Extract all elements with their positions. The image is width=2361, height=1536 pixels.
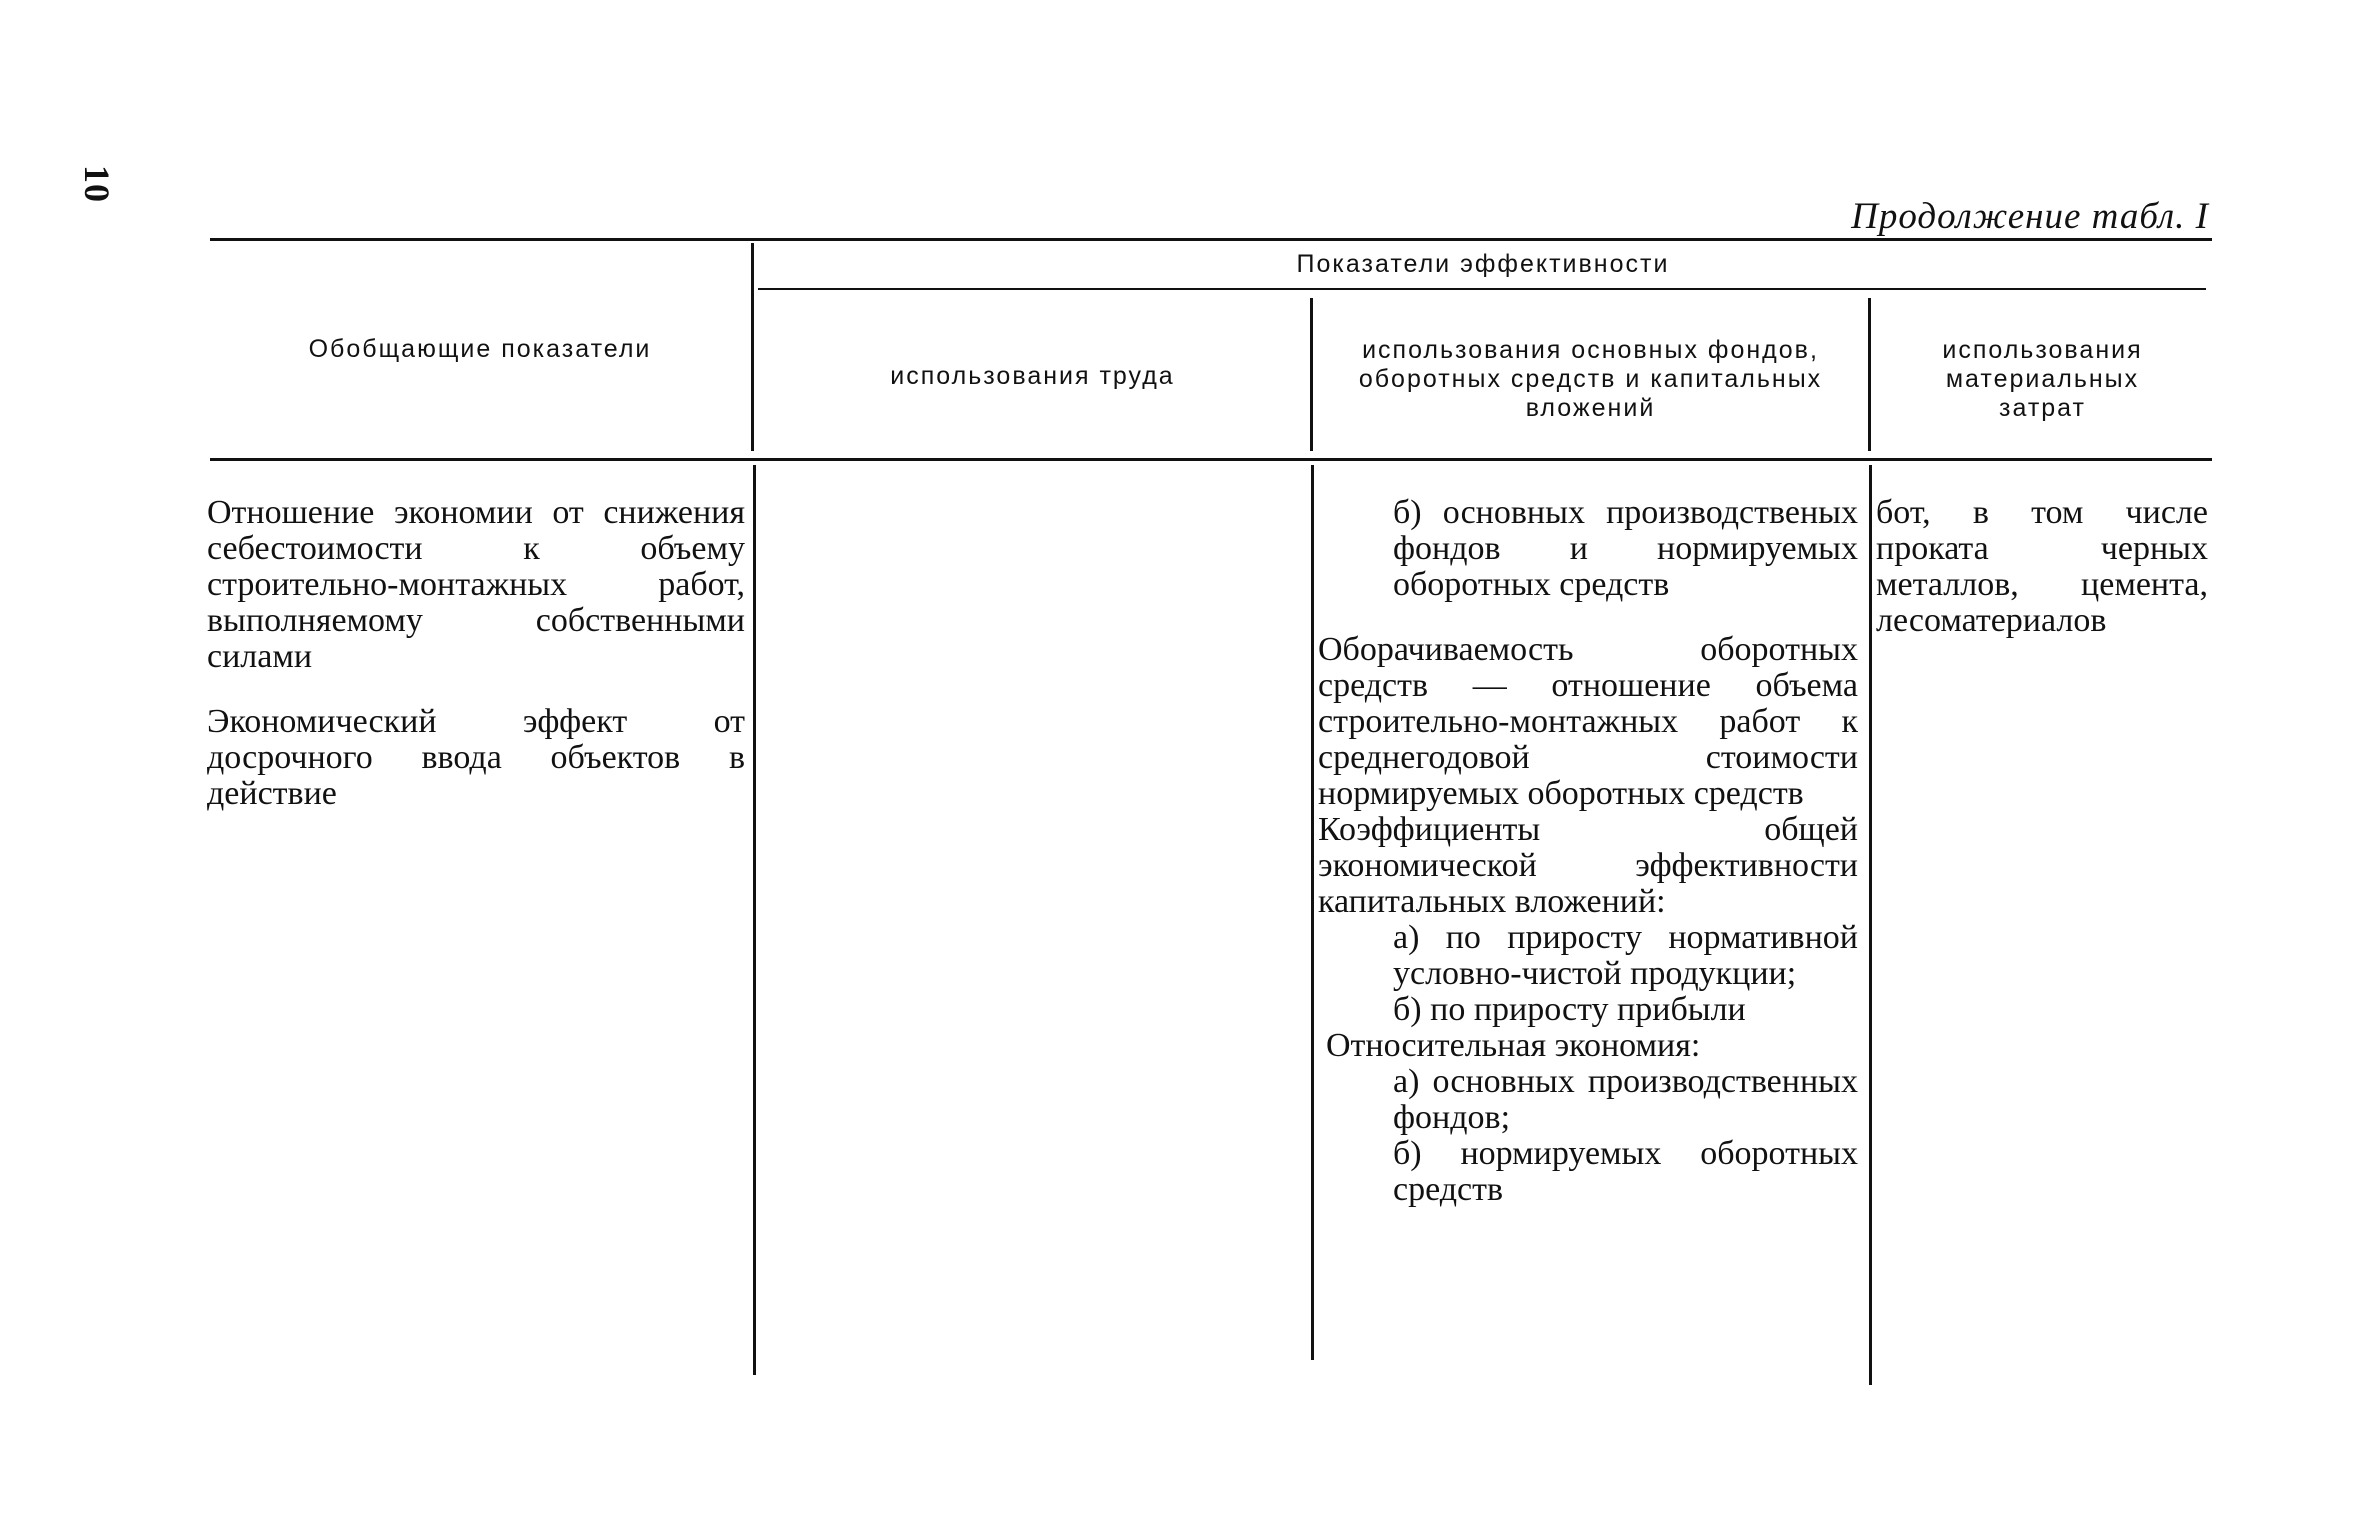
material-costs-cell — [1876, 495, 2208, 668]
fixed-assets-cell — [1318, 495, 1858, 1208]
item-investment-efficiency-coefficients: Коэффициенты общей экономической эффективности капитальных вложений: — [1318, 811, 1858, 920]
table-continuation-caption: Продолжение табл. I — [1851, 196, 2209, 237]
generalizing-indicators-cell — [207, 495, 745, 841]
item-working-capital-turnover: Оборачиваемость оборотных средств — отношение объема строительно-монтажных работ к среднегодовой стоимости нормируемых оборотных средств — [1318, 631, 1858, 812]
indicator-cost-savings-ratio: Отношение экономии от снижения себестоимости к объему строительно-монтажных работ, выполняемому собственными силами — [207, 494, 745, 675]
item-a-fixed-production-assets: а) основных производственных фондов; — [1393, 1063, 1858, 1136]
page-number: 10 — [77, 165, 117, 203]
table-top-rule — [210, 238, 2212, 241]
column-divider-2-body — [1311, 465, 1314, 1360]
item-b-fixed-assets-working-capital: б) основных производственых фондов и нормируемых оборотных средств — [1393, 494, 1858, 603]
column-divider-1 — [751, 243, 754, 451]
header-generalizing-indicators: Обобщающие показатели — [308, 335, 652, 363]
item-b-normalized-working-capital: б) нормируемых оборотных средств — [1393, 1135, 1858, 1208]
header-material-costs-use: использования материальных затрат — [1942, 336, 2143, 422]
header-efficiency-indicators: Показатели эффективности — [1296, 250, 1670, 278]
header-labor-use: использования труда — [890, 362, 1175, 390]
group-header-rule — [758, 288, 2206, 290]
item-relative-savings: Относительная экономия: — [1326, 1027, 1701, 1064]
item-a-net-production-growth: а) по приросту нормативной условно-чистой продукции; — [1393, 919, 1858, 992]
column-divider-3-body — [1869, 465, 1872, 1385]
item-b-profit-growth: б) по приросту прибыли — [1393, 991, 1746, 1028]
header-bottom-rule — [210, 458, 2212, 461]
column-divider-1-body — [753, 465, 756, 1375]
indicator-early-commissioning-effect: Экономический эффект от досрочного ввода объектов в действие — [207, 703, 745, 812]
material-costs-text: бот, в том числе проката черных металлов, цемента, лесоматериалов — [1876, 494, 2208, 639]
column-divider-2 — [1310, 298, 1313, 451]
header-fixed-assets-use: использования основных фондов, оборотных средств и капитальных вложений — [1358, 336, 1823, 422]
column-divider-3 — [1868, 298, 1871, 451]
